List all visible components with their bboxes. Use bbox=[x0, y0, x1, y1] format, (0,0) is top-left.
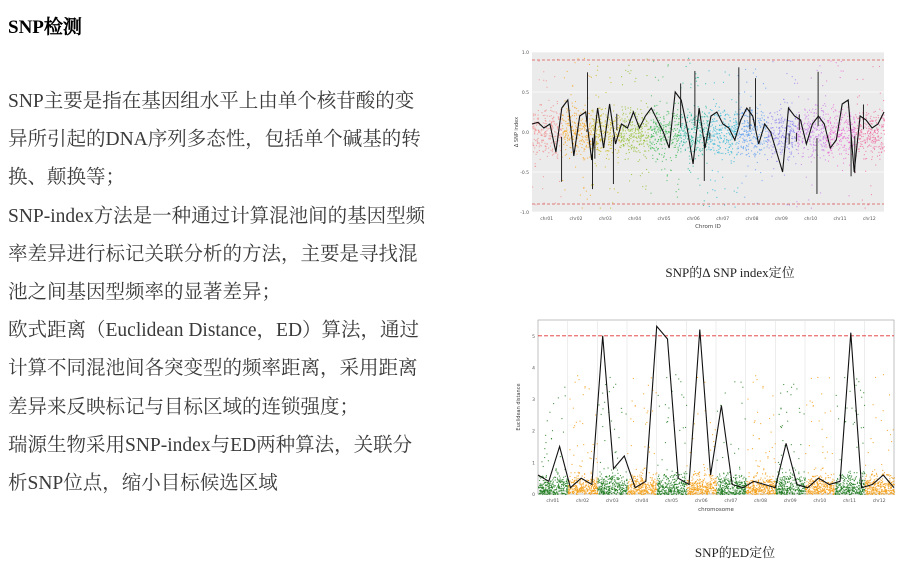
section-title: SNP检测 bbox=[8, 17, 82, 38]
x-tick-label: chr11 bbox=[833, 217, 847, 222]
figure-caption-ed: SNP的ED定位 bbox=[694, 545, 776, 560]
y-tick-label: -0.5 bbox=[520, 171, 529, 176]
description-text bbox=[8, 83, 428, 503]
x-tick-label: chr01 bbox=[540, 217, 554, 222]
x-tick-label: chr02 bbox=[576, 499, 589, 504]
x-tick-label: chr07 bbox=[716, 217, 730, 222]
x-tick-label: chr04 bbox=[628, 217, 642, 222]
y-tick-label: 4 bbox=[532, 366, 535, 372]
paragraph-euclidean-distance: 欧式距离（Euclidean Distance，ED）算法，通过计算不同混池间各突变型的频率距离，采用距离差异来反映标记与目标区域的连锁强度； bbox=[8, 320, 420, 418]
x-tick-label: chr05 bbox=[657, 217, 671, 222]
y-tick-label: 3 bbox=[532, 398, 535, 404]
x-tick-label: chr02 bbox=[569, 217, 583, 222]
x-tick-label: chr06 bbox=[694, 499, 708, 504]
y-axis-label: Δ SNP index bbox=[514, 116, 520, 148]
y-tick-label: 1 bbox=[532, 461, 535, 467]
x-tick-label: chr12 bbox=[872, 499, 886, 504]
x-tick-label: chr07 bbox=[724, 499, 738, 504]
x-axis-label: Chrom ID bbox=[695, 224, 721, 230]
euclidean-distance-chart bbox=[512, 316, 896, 520]
x-tick-label: chr10 bbox=[804, 217, 818, 222]
y-tick-label: 2 bbox=[532, 429, 535, 435]
y-tick-label: 0 bbox=[532, 493, 535, 498]
y-tick-label: 5 bbox=[532, 334, 535, 340]
paragraph-snp-definition: SNP主要是指在基因组水平上由单个核苷酸的变异所引起的DNA序列多态性，包括单个碱基的转换、颠换等； bbox=[8, 91, 421, 189]
x-axis-label: chromosome bbox=[698, 507, 734, 513]
x-tick-label: chr05 bbox=[665, 499, 678, 504]
delta-snp-index-plot bbox=[512, 48, 887, 233]
x-tick-label: chr09 bbox=[774, 217, 788, 222]
euclidean-distance-plot bbox=[512, 316, 896, 520]
y-tick-label: -1.0 bbox=[520, 211, 529, 216]
y-tick-label: 0.0 bbox=[521, 131, 529, 136]
x-tick-label: chr10 bbox=[813, 499, 827, 504]
x-tick-label: chr04 bbox=[635, 499, 649, 504]
x-tick-label: chr12 bbox=[862, 217, 876, 222]
paragraph-snp-index: SNP-index方法是一种通过计算混池间的基因型频率差异进行标记关联分析的方法，主要是寻找混池之间基因型频率的显著差异； bbox=[8, 205, 426, 304]
figure-caption-snp-index: SNP的Δ SNP index定位 bbox=[665, 265, 795, 280]
y-tick-label: 1.0 bbox=[521, 51, 529, 56]
x-tick-label: chr03 bbox=[605, 499, 619, 504]
x-tick-label: chr09 bbox=[783, 499, 797, 504]
y-tick-label: 0.5 bbox=[521, 91, 529, 96]
x-tick-label: chr11 bbox=[843, 499, 856, 504]
x-tick-label: chr03 bbox=[598, 217, 612, 222]
delta-snp-index-chart bbox=[512, 48, 887, 233]
x-tick-label: chr06 bbox=[686, 217, 700, 222]
paragraph-company: 瑞源生物采用SNP-index与ED两种算法，关联分析SNP位点，缩小目标候选区域 bbox=[8, 434, 413, 495]
x-tick-label: chr08 bbox=[745, 217, 759, 222]
y-axis-label: Euclidean distance bbox=[516, 383, 522, 431]
x-tick-label: chr08 bbox=[754, 499, 767, 504]
x-tick-label: chr01 bbox=[546, 499, 560, 504]
